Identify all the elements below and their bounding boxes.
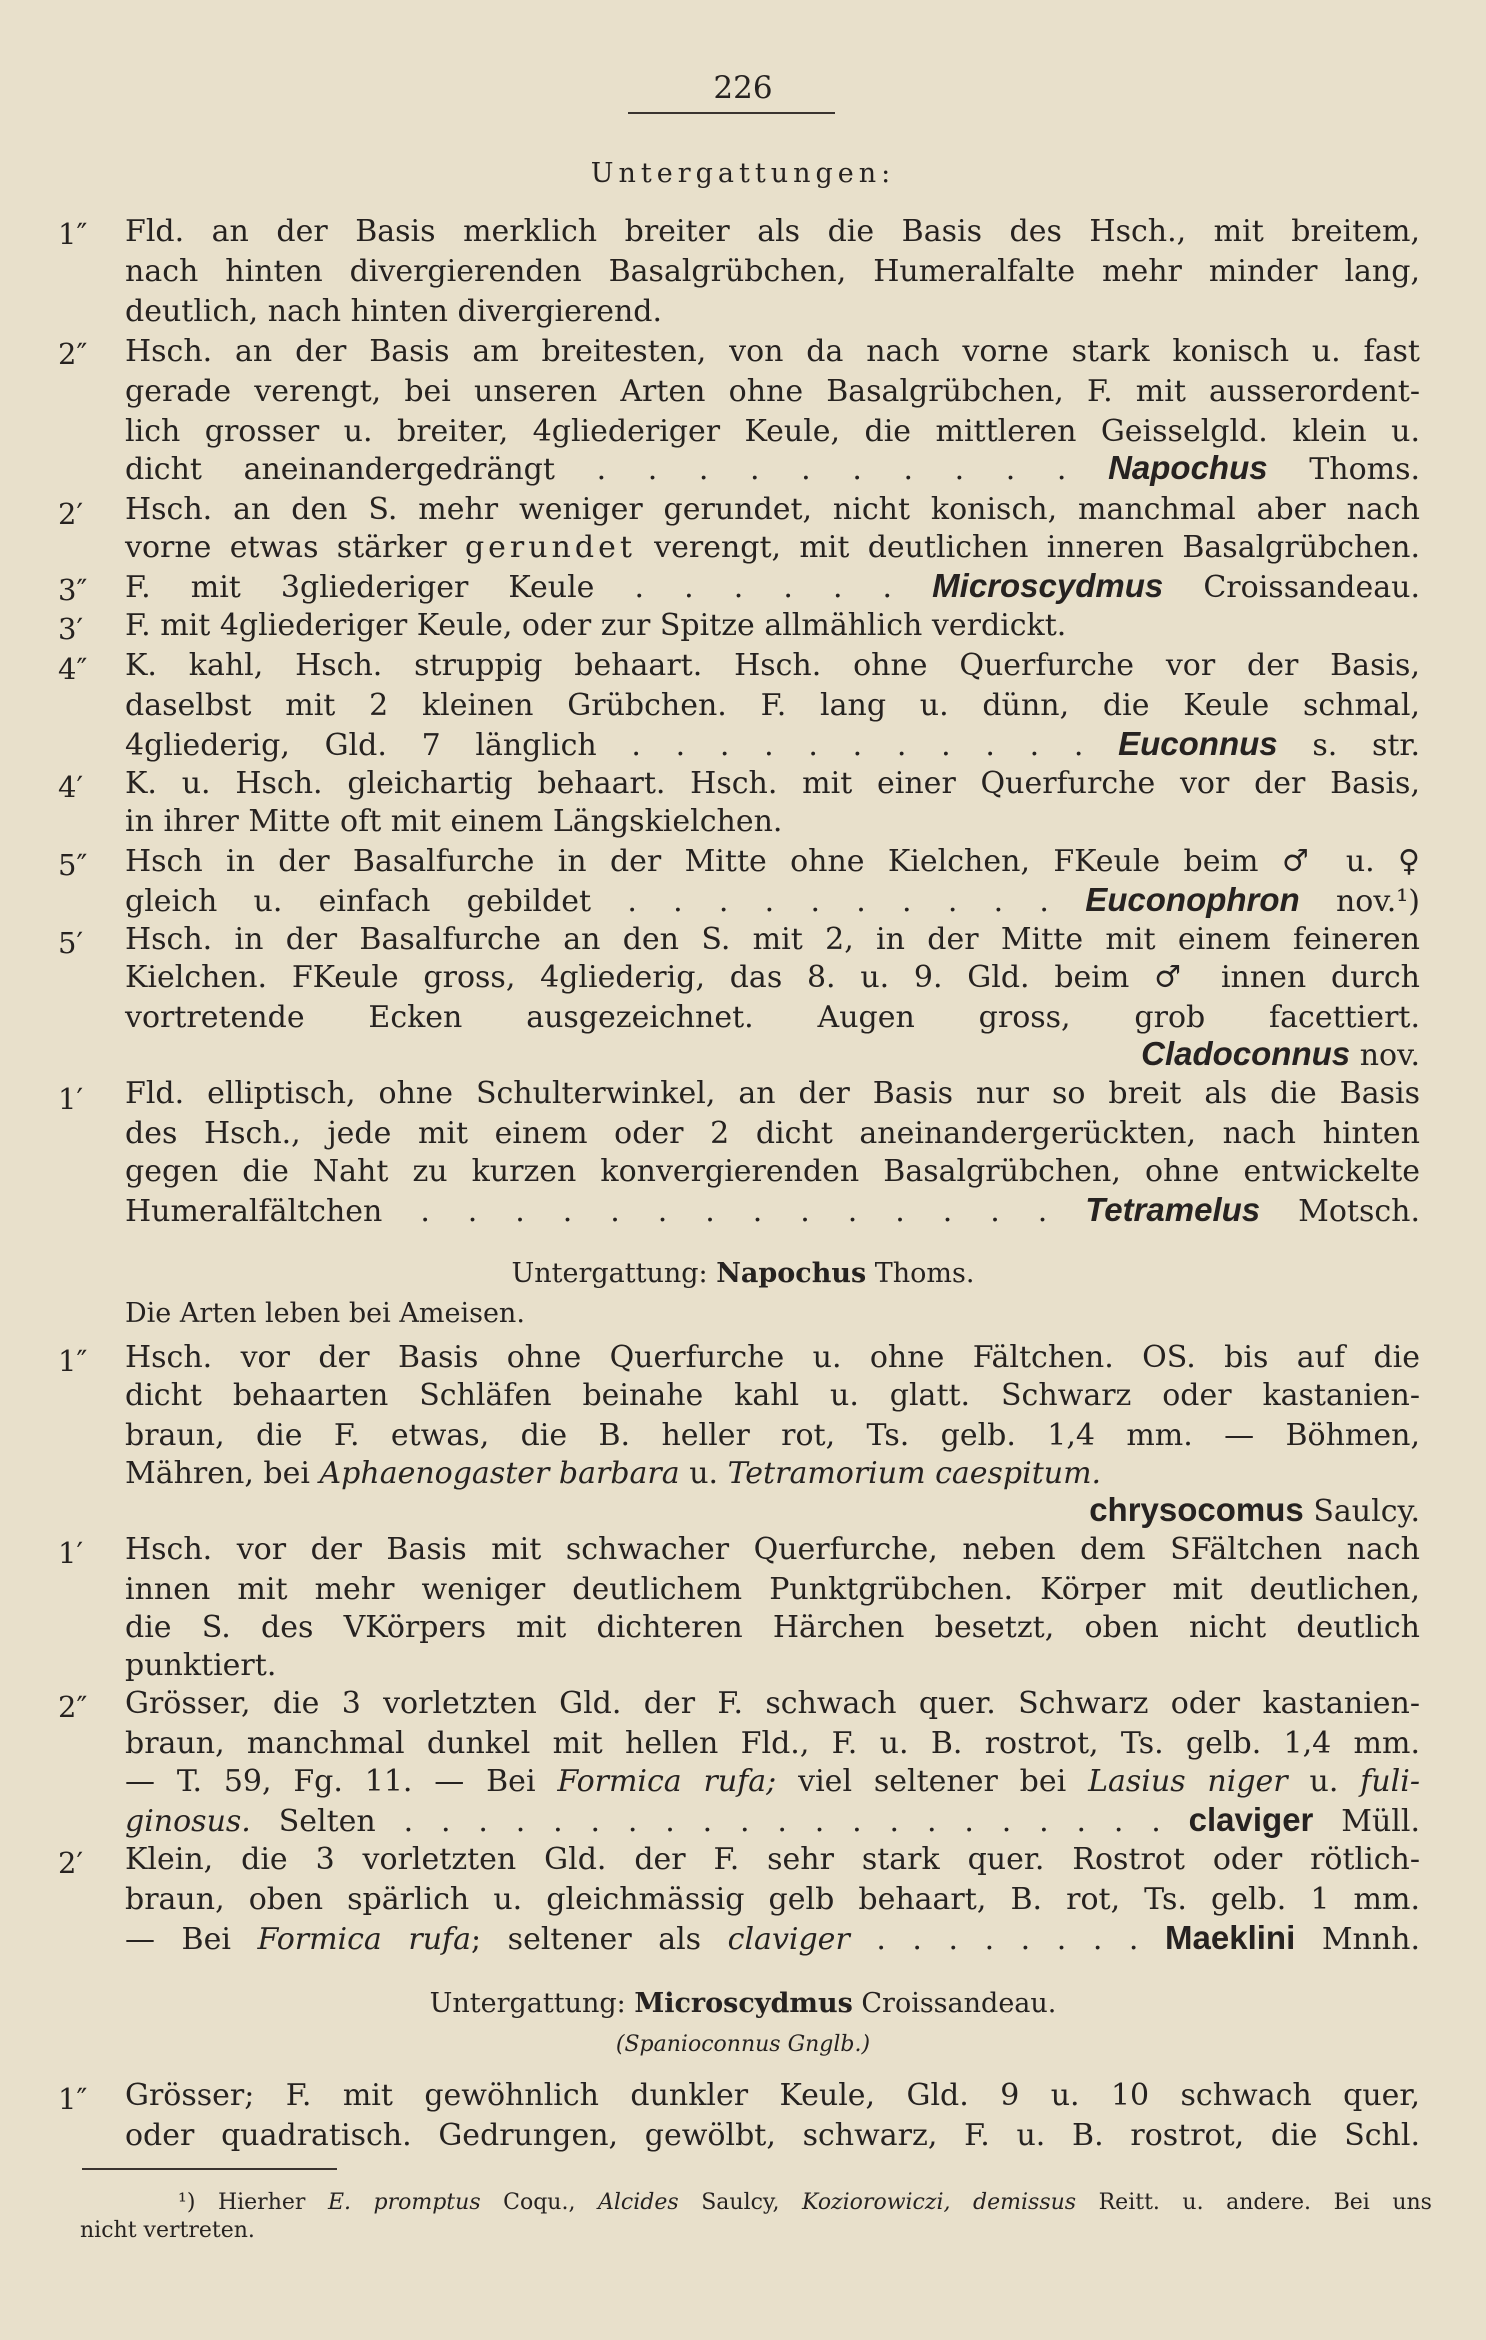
header-rule: [628, 112, 835, 114]
footnote-line-2: nicht vertreten.: [80, 2218, 255, 2243]
species-chrysocomus: chrysocomus: [1089, 1491, 1304, 1528]
species-maeklini: Maeklini: [1165, 1919, 1296, 1956]
section-heading-untergattungen: Untergattungen:: [590, 158, 896, 189]
species-claviger: claviger: [1188, 1801, 1314, 1838]
genus-cladoconnus: Cladoconnus: [1141, 1035, 1351, 1072]
heading-untergattung-microscydmus: Untergattung: Microscydmus Croissandeau.: [429, 1988, 1057, 2019]
note-ameisen: Die Arten leben bei Ameisen.: [125, 1298, 525, 1329]
footnote-line-1: ¹) Hierher E. promptus Coqu., Alcides Saulcy, Koziorowiczi, demissus Reitt. u. andere. Bei uns: [178, 2190, 1432, 2215]
footnote-rule: [82, 2168, 337, 2170]
heading-untergattung-napochus: Untergattung: Napochus Thoms.: [511, 1258, 975, 1289]
genus-tetramelus: Tetramelus: [1085, 1191, 1261, 1228]
genus-euconnus: Euconnus: [1118, 725, 1278, 762]
genus-euconophron: Euconophron: [1085, 881, 1300, 918]
book-page: 226 Untergattungen: 1″ Fld. an der Basis merklich breiter als die Basis des Hsch., mit breitem, nach hinten divergierenden Basalgrübchen, Humeralfalte mehr minder lang, deutlich, nach hinten divergierend. 2″ Hsch. an der Basis am breitesten, von da nach vorne stark konisch u. fast gerade verengt, bei unseren Arten ohne Basalgrübchen, F. mit ausserordent- lich grosser u. breiter, 4gliederiger Keule, die mittleren Geisselgld. klein u. dicht aneinandergedrängt . . . . . . . . . . Napochus Thoms. 2′ Hsch. an den S. mehr weniger gerundet, nicht konisch, manchmal aber nach vorne etwas stärker gerundet verengt, mit deutlichen inneren Basalgrübchen. 3″ F. mit 3gliederiger Keule . . . . . . Microscydmus Croissandeau. 3′ F. mit 4gliederiger Keule, oder zur Spitze allmählich verdickt. 4″ K. kahl, Hsch. struppig behaart. Hsch. ohne Querfurche vor der Basis, daselbst mit 2 kleinen Grübchen. F. lang u. dünn, die Keule schmal, 4gliederig, Gld. 7 länglich . . . . . . . . . . . Euconnus s. str. 4′ K. u. Hsch. gleichartig behaart. Hsch. mit einer Querfurche vor der Basis, in ihrer Mitte oft mit einem Längskielchen. 5″ Hsch in der Basalfurche in der Mitte ohne Kielchen, FKeule beim ♂ u. ♀ gleich u. einfach gebildet . . . . . . . . . . Euconophron nov.¹) 5′ Hsch. in der Basalfurche an den S. mit 2, in der Mitte mit einem feineren Kielchen. FKeule gross, 4gliederig, das 8. u. 9. Gld. beim ♂ innen durch vortretende Ecken ausgezeichnet. Augen gross, grob facettiert. Cladoconnus nov. 1′ Fld. elliptisch, ohne Schulterwinkel, an der Basis nur so breit als die Basis des Hsch., jede mit einem oder 2 dicht aneinandergerückten, nach hinten gegen die Naht zu kurzen konvergierenden Basalgrübchen, ohne entwickelte Humeralfältchen . . . . . . . . . . . . . . Tetramelus Motsch. Untergattung: Napochus Thoms. Die Arten leben bei Ameisen. 1″ Hsch. vor der Basis ohne Querfurche u. ohne Fältchen. OS. bis auf die dicht behaarten Schläfen beinahe kahl u. glatt. Schwarz oder kastanien- braun, die F. etwas, die B. heller rot, Ts. gelb. 1,4 mm. — Böhmen, Mähren, bei Aphaenogaster barbara u. Tetramorium caespitum. chrysocomus Saulcy. 1′ Hsch. vor der Basis mit schwacher Querfurche, neben dem SFältchen nach innen mit mehr weniger deutlichem Punktgrübchen. Körper mit deutlichen, die S. des VKörpers mit dichteren Härchen besetzt, oben nicht deutlich punktiert. 2″ Grösser, die 3 vorletzten Gld. der F. schwach quer. Schwarz oder kastanien- braun, manchmal dunkel mit hellen Fld., F. u. B. rostrot, Ts. gelb. 1,4 mm. — T. 59, Fg. 11. — Bei Formica rufa; viel seltener bei Lasius niger u. fuli- ginosus. Selten . . . . . . . . . . . . . . . . . . . . . claviger Müll. 2′ Klein, die 3 vorletzten Gld. der F. sehr stark quer. Rostrot oder rötlich- braun, oben spärlich u. gleichmässig gelb behaart, B. rot, Ts. gelb. 1 mm. — Bei Formica rufa; seltener als claviger . . . . . . . . Maeklini Mnnh. Untergattung: Microscydmus Croissandeau. (Spanioconnus Gnglb.) 1″ Grösser; F. mit gewöhnlich dunkler Keule, Gld. 9 u. 10 schwach quer, oder quadratisch. Gedrungen, gewölbt, schwarz, F. u. B. rostrot, die Schl. ¹) Hierher E. promptus Coqu., Alcides Saulcy, Koziorowiczi, demissus Reitt. u. andere. Bei uns nicht vertreten.: [0, 0, 1486, 2340]
genus-microscydmus: Microscydmus: [932, 567, 1164, 604]
synonym-spanioconnus: (Spanioconnus Gnglb.): [615, 2032, 871, 2057]
page-number: 226: [713, 70, 773, 106]
genus-napochus: Napochus: [1108, 449, 1268, 486]
